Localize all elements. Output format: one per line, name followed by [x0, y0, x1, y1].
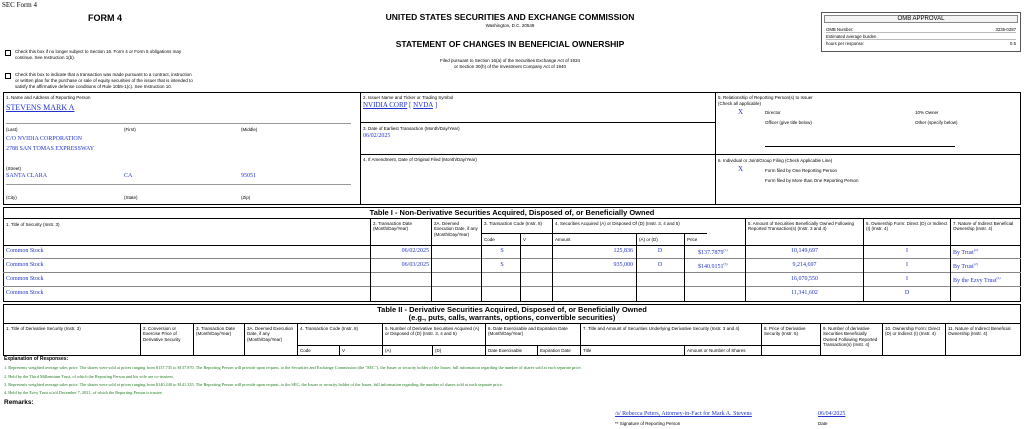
t2-header-9: 9. Number of derivative Securities Beneficially Owned Following Reported Transaction(s) (Instr. 4): [823, 326, 878, 348]
state-label: (State): [124, 195, 138, 200]
t1-header-ownership-form: 6. Ownership Form: Direct (D) or Indirect (I) (Instr. 4): [866, 221, 948, 232]
t1-row-1-date: 06/02/2025: [401, 248, 429, 254]
officer-label: Officer (give title below): [765, 120, 812, 125]
divider: [339, 345, 340, 356]
reporting-info-section: [3, 92, 1021, 205]
box3-label: 3. Date of Earliest Transaction (Month/Day/Year): [363, 126, 460, 131]
t1-header-nature: 7. Nature of Indirect Beneficial Ownership (Instr. 4): [953, 221, 1014, 232]
t2-header-expiration-date: Expiration Date: [540, 348, 571, 353]
t1-row-3-owned: 16,070,550: [791, 276, 818, 282]
t1-row-4-form: D: [904, 290, 910, 296]
explanation-item-4: 4. Held by the Ezvy Trust u/a/d December 7, 2021, of which the Reporting Person is trustee.: [4, 390, 163, 395]
divider: [481, 218, 482, 302]
last-label: (Last): [6, 127, 18, 132]
street-label: (Street): [6, 166, 22, 171]
divider: [715, 154, 1021, 155]
t1-row-3-form: I: [906, 276, 908, 282]
t1-row-1-owned: 10,149,697: [791, 248, 818, 254]
rule-10b5-checkbox[interactable]: [5, 73, 11, 79]
t1-row-2-form: I: [906, 262, 908, 268]
t1-row-4-owned: 11,341,602: [791, 290, 818, 296]
t1-row-2-owned: 9,214,697: [792, 262, 817, 268]
divider: [684, 345, 685, 356]
address-line-2: 2788 SAN TOMAS EXPRESSWAY: [6, 146, 95, 152]
zip-value: 95051: [241, 173, 256, 179]
box5-label: 5. Relationship of Reporting Person(s) to Issuer: [718, 95, 813, 100]
explanation-item-2: 2. Held by the Third Millennium Trust, of which the Reporting Person and his wife are co-trustees.: [4, 374, 174, 379]
city-value: SANTA CLARA: [6, 173, 48, 179]
divider: [684, 233, 685, 302]
t1-row-2-price: $140.9151$^{(3)}$: [698, 262, 728, 270]
t1-row-2-amount: 935,000: [613, 262, 633, 268]
signature-label: ** Signature of Reporting Person: [615, 421, 681, 426]
t1-header-title: 1. Title of Security (Instr. 3): [6, 222, 60, 227]
t1-row-2-code: S: [500, 262, 504, 268]
t2-header-date-exercisable: Date Exercisable: [488, 348, 523, 353]
omb-approval-box: [821, 12, 1021, 52]
divider: [6, 184, 351, 185]
divider: [481, 233, 707, 234]
divider: [6, 123, 351, 124]
divider: [761, 323, 762, 356]
zip-label: (Zip): [241, 195, 251, 200]
divider: [950, 218, 951, 302]
t1-row-2-nature: By Trust$^{(2)}$: [953, 262, 978, 270]
divider: [882, 323, 883, 356]
divider: [863, 218, 864, 302]
middle-label: (Middle): [241, 127, 258, 132]
t2-header-a: (A): [385, 348, 391, 353]
t2-header-10: 10. Ownership Form: Direct (D) or Indirect (I) (Instr. 4): [885, 326, 941, 337]
box5-sublabel: (Check all applicable): [718, 101, 762, 106]
remarks-label: Remarks:: [4, 399, 34, 406]
divider: [520, 233, 521, 302]
form-top-line: SEC Form 4: [2, 1, 38, 9]
state-value: CA: [124, 173, 133, 179]
divider: [360, 122, 715, 123]
t1-header-a-or-d: (A) or (D): [639, 237, 658, 242]
omb-burden-row: Estimated average burden: [826, 33, 1016, 40]
ten-pct-owner-label: 10% Owner: [915, 110, 939, 115]
t1-header-v: V: [523, 237, 527, 242]
t2-header-4: 4. Transaction Code (Instr. 8): [300, 326, 359, 331]
t1-row-2-ad: D: [657, 262, 663, 268]
issuer-name-link[interactable]: NVIDIA CORP: [363, 101, 408, 109]
other-label: Other (specify below): [915, 120, 958, 125]
t2-header-8: 8. Price of Derivative Security (Instr. 5): [764, 326, 806, 337]
table-1-title: Table I - Non-Derivative Securities Acquired, Disposed of, or Beneficially Owned: [369, 208, 655, 217]
divider: [3, 245, 1021, 246]
divider: [360, 154, 715, 155]
first-label: (First): [124, 127, 136, 132]
t2-header-11: 11. Nature of Indirect Beneficial Ownership (Instr. 4): [948, 326, 1011, 337]
signature-date: 06/04/2025: [818, 411, 846, 417]
agency-city: Washington, D.C. 20549: [485, 23, 535, 28]
box1-label: 1. Name and Address of Reporting Person: [6, 95, 91, 100]
t2-header-code: Code: [300, 348, 311, 353]
divider: [193, 323, 194, 356]
t1-header-amount-owned: 5. Amount of Securities Beneficially Owned Following Reported Transaction(s) (Instr. 3 and 4): [748, 221, 855, 232]
t1-row-2-title: Common Stock: [6, 262, 44, 268]
t1-row-3-title: Common Stock: [6, 276, 44, 282]
divider: [244, 323, 245, 356]
t2-header-7: 7. Title and Amount of Securities Underlying Derivative Security (Instr. 3 and 4): [583, 326, 740, 331]
filing-check-mark: X: [738, 165, 744, 173]
omb-number-row: OMB Number: 3235-0287: [826, 27, 1016, 32]
divider: [3, 272, 1021, 273]
divider: [140, 323, 141, 356]
t1-header-deemed: 2A. Deemed Execution Date, if any (Month/Day/Year): [434, 221, 478, 237]
divider: [382, 323, 383, 356]
t2-header-d: (D): [435, 348, 442, 353]
statement-title: STATEMENT OF CHANGES IN BENEFICIAL OWNERSHIP: [395, 39, 625, 49]
divider: [745, 218, 746, 302]
divider: [820, 323, 821, 356]
t2-header-3a: 3A. Deemed Execution Date, if any (Month/Day/Year): [247, 326, 294, 342]
divider: [3, 218, 1021, 219]
reporting-person-name[interactable]: STEVENS MARK A: [6, 103, 75, 112]
divider: [297, 345, 820, 346]
t1-header-trans-code: 3. Transaction Code (Instr. 8): [484, 221, 543, 226]
table-2-title: Table II - Derivative Securities Acquired, Disposed of, or Beneficially Owned: [377, 305, 647, 314]
earliest-transaction-date: 06/02/2025: [363, 133, 391, 139]
divider: [3, 323, 1021, 324]
divider: [431, 218, 432, 302]
divider: [580, 323, 581, 356]
divider: [432, 345, 433, 356]
box6-label: 6. Individual or Joint/Group Filing (Check Applicable Line): [718, 158, 833, 163]
divider: [945, 323, 946, 356]
checkbox-1-text: Check this box if no longer subject to Section 16. Form 4 or Form 5 obligations may continue. See Instruction 1(b).: [15, 49, 182, 60]
t1-row-2-date: 06/03/2025: [401, 262, 429, 268]
t1-row-1-ad: D: [657, 248, 663, 254]
t2-header-2: 2. Conversion or Exercise Price of Derivative Security: [143, 326, 181, 342]
divider: [715, 92, 716, 205]
table-2-subtitle: (e.g., puts, calls, warrants, options, convertible securities): [408, 313, 616, 322]
t2-header-6: 6. Date Exercisable and Expiration Date (Month/Day/Year): [488, 326, 568, 337]
t1-row-4-title: Common Stock: [6, 290, 44, 296]
divider: [360, 92, 361, 205]
city-label: (City): [6, 195, 17, 200]
no-longer-subject-checkbox[interactable]: [5, 50, 11, 56]
t2-header-amount-shares: Amount or Number of Shares: [687, 348, 746, 353]
t2-header-v: V: [342, 348, 346, 353]
t1-header-price: Price: [687, 237, 698, 242]
explanation-title: Explanation of Responses:: [4, 356, 69, 362]
divider: [485, 323, 486, 356]
explanation-item-3: 3. Represents weighted average sales price. The shares were sold at prices ranging from $140.240 to $141.335. The Reporting Person will provide upon request, to the SEC, the Issuer or security holder of the Issuer, full information regarding the number of shares sold at each separate price.: [4, 382, 503, 387]
t1-row-1-amount: 125,836: [613, 248, 633, 254]
agency-name: UNITED STATES SECURITIES AND EXCHANGE COMMISSION: [385, 12, 635, 22]
director-label: Director: [765, 110, 781, 115]
t1-header-amount: Amount: [555, 237, 571, 242]
box4-label: 4. If Amendment, Date of Original Filed (Month/Day/Year): [363, 157, 477, 162]
director-check-mark: X: [738, 108, 744, 116]
t1-row-1-price: $137.7879$^{(1)}$: [698, 248, 728, 256]
filing-more-label: Form filed by More than One Reporting Person: [765, 178, 859, 183]
address-line-1: C/O NVIDIA CORPORATION: [6, 136, 83, 142]
t1-row-1-form: I: [906, 248, 908, 254]
box2-label: 2. Issuer Name and Ticker or Trading Symbol: [363, 95, 454, 100]
t1-header-code: Code: [484, 237, 495, 242]
omb-hours-row: hours per response: 0.5: [826, 41, 1016, 46]
t2-header-title: Title: [583, 348, 592, 353]
divider: [3, 258, 1021, 259]
t2-header-1: 1. Title of Derivative Security (Instr. 3): [6, 326, 81, 331]
omb-title: OMB APPROVAL: [824, 15, 1018, 23]
divider: [3, 286, 1021, 287]
divider: [552, 218, 553, 302]
issuer-name-ticker: NVIDIA CORP [ NVDA ]: [363, 101, 438, 109]
explanation-item-1: 1. Represents weighted average sales price. The shares were sold at prices ranging from $137.735 to $137.870. The Reporting Person will provide upon request, to the Securities and Exchange Commission (the "SEC"), the Issuer or security holder of the Issuer, full information regarding the number of shares sold at each separate price.: [4, 365, 582, 370]
t1-row-3-nature: By the Ezvy Trust$^{(4)}$: [953, 276, 1001, 284]
t1-row-1-nature: By Trust$^{(2)}$: [953, 248, 978, 256]
divider: [297, 323, 298, 356]
t1-header-acquired: 4. Securities Acquired (A) or Disposed Of (D) (Instr. 3, 4 and 5): [555, 221, 680, 226]
signature-text: /s/ Rebecca Peters, Attorney-in-Fact for Mark A. Stevens: [615, 411, 752, 417]
divider: [370, 218, 371, 302]
checkbox-2-text: Check this box to indicate that a transaction was made pursuant to a contract, instruction or written plan for the purchase or sale of equity securities of the issuer that is intended to satisfy the affirmative defense conditions of Rule 10b5-1(c). See Instruction 10.: [15, 72, 193, 89]
filing-one-label: Form filed by One Reporting Person: [765, 168, 838, 173]
date-label: Date: [818, 421, 828, 426]
t1-header-trans-date: 2. Transaction Date (Month/Day/Year): [373, 221, 413, 232]
form-name: FORM 4: [88, 13, 123, 23]
t1-row-1-code: S: [500, 248, 504, 254]
t2-header-3: 3. Transaction Date (Month/Day/Year): [196, 326, 236, 337]
t1-row-1-title: Common Stock: [6, 248, 44, 254]
filed-pursuant: Filed pursuant to Section 16(a) of the Securities Exchange Act of 1934 or Section 30(h) of the Investment Company Act of 1940: [439, 58, 581, 69]
t2-header-5: 5. Number of Derivative Securities Acquired (A) or Disposed of (D) (Instr. 3, 4 and 5): [385, 326, 480, 337]
divider: [537, 345, 538, 356]
divider: [765, 146, 955, 147]
issuer-ticker-link[interactable]: NVDA: [413, 101, 433, 109]
